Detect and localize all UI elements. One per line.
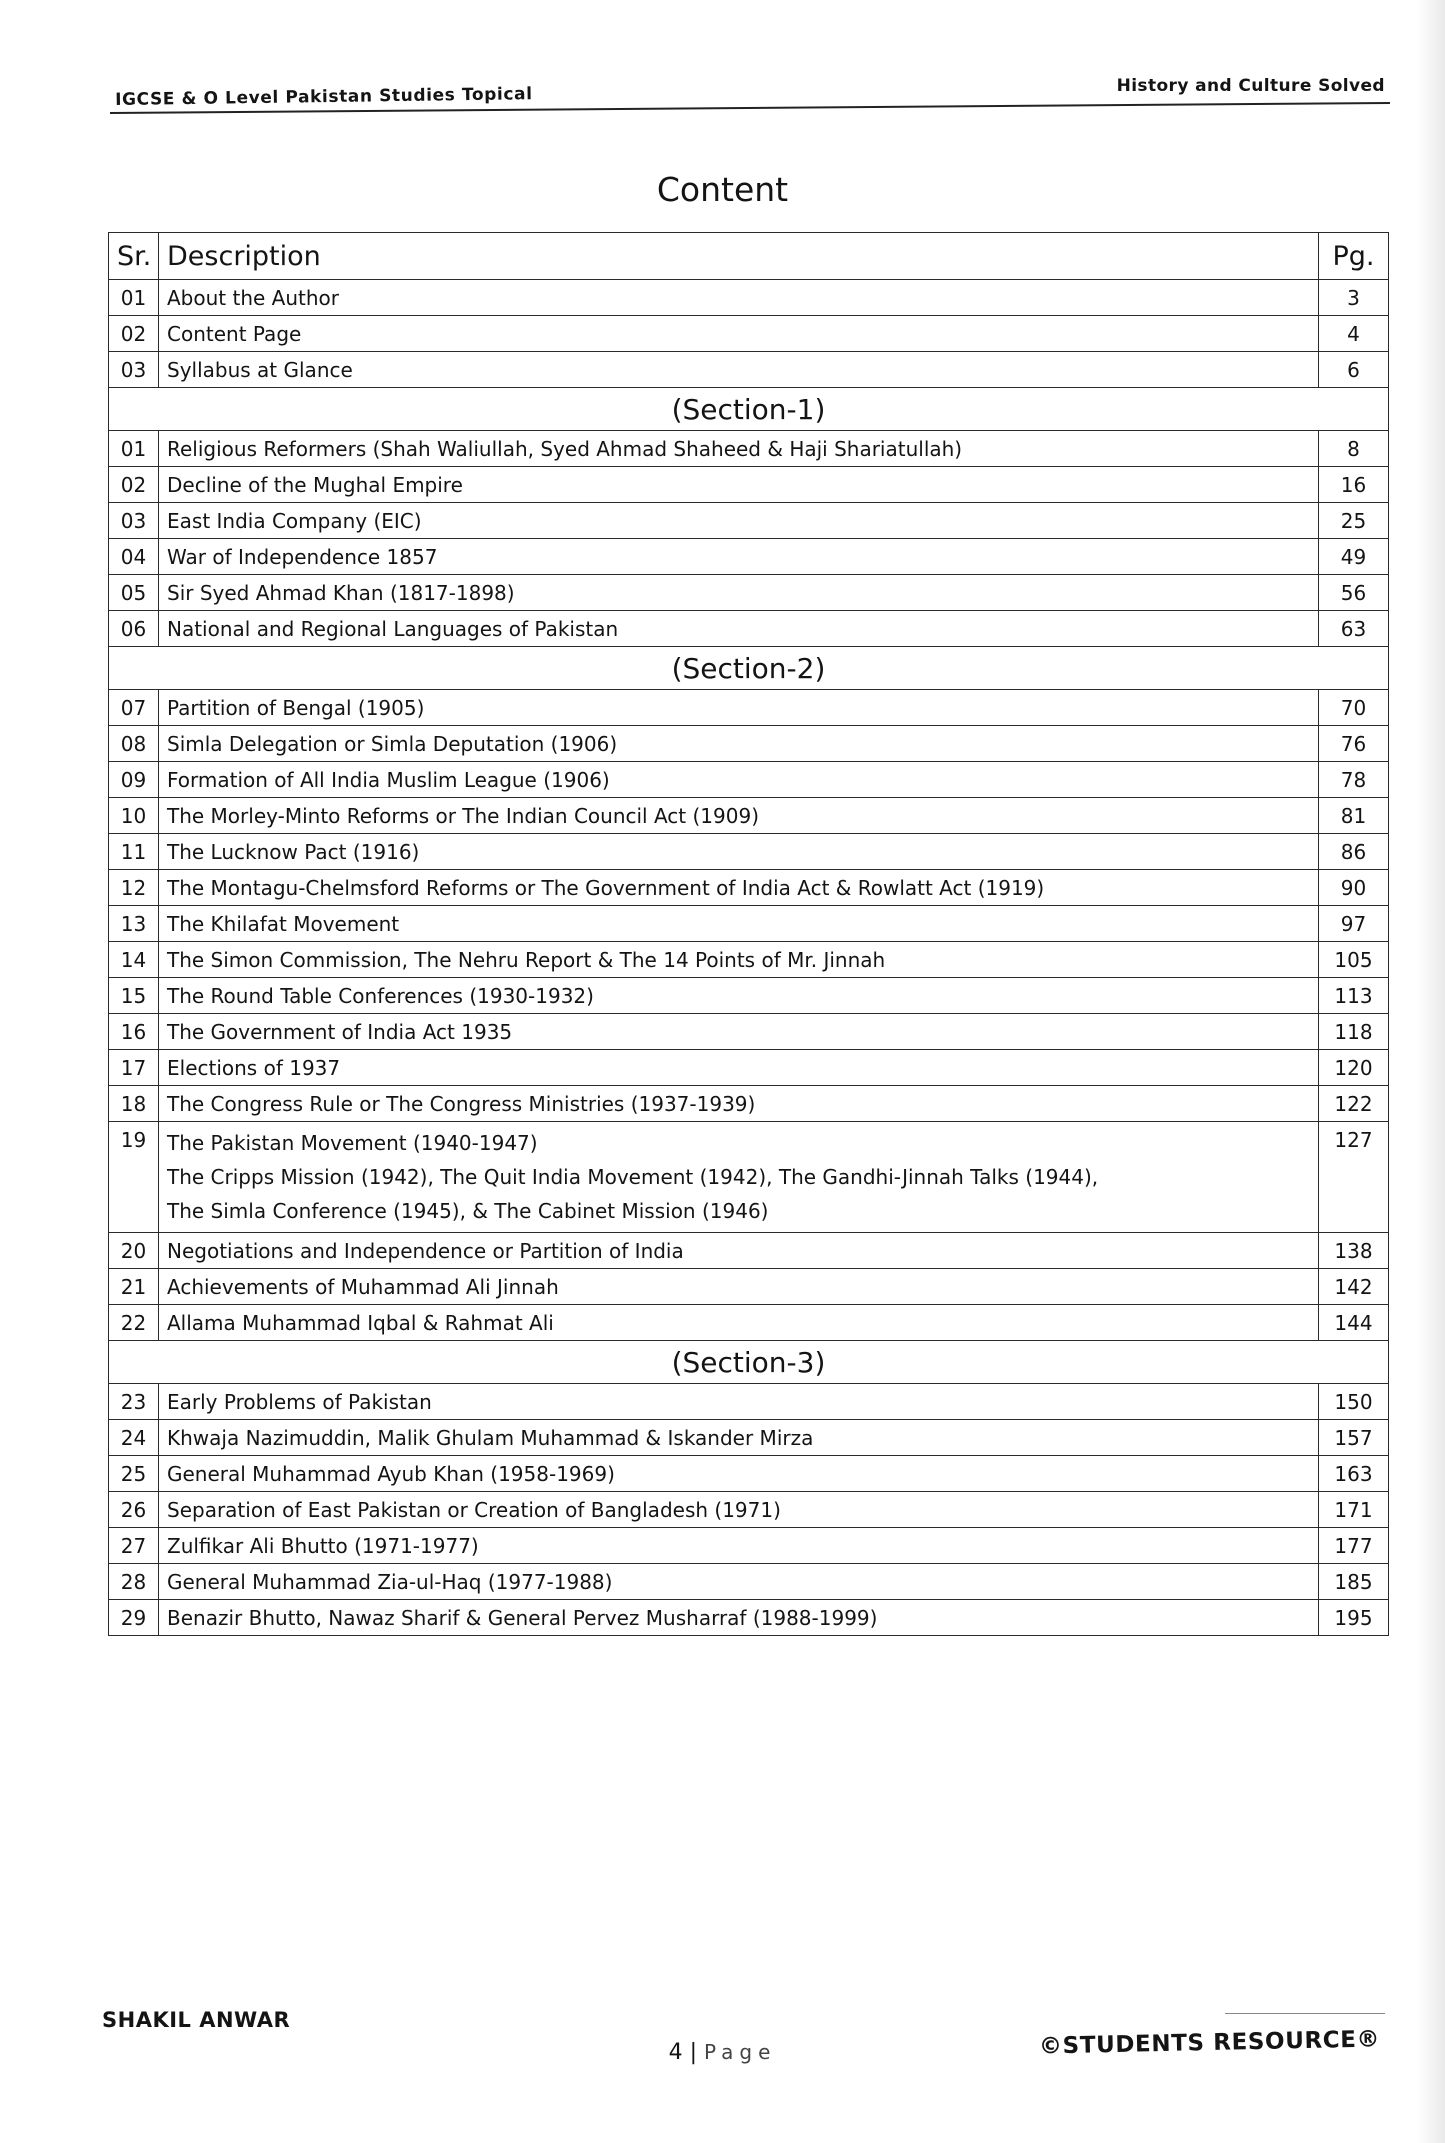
table-row — [109, 539, 1389, 575]
row-sr: 19 — [109, 1122, 159, 1233]
section-heading-row — [109, 1341, 1389, 1384]
contents-table — [108, 232, 1389, 1636]
row-description: The Montagu-Chelmsford Reforms or The Government of India Act & Rowlatt Act (1919) — [159, 870, 1319, 906]
row-description: Allama Muhammad Iqbal & Rahmat Ali — [159, 1305, 1319, 1341]
row-sr: 04 — [109, 539, 159, 575]
table-row — [109, 1384, 1389, 1420]
row-sr: 12 — [109, 870, 159, 906]
row-description: Elections of 1937 — [159, 1050, 1319, 1086]
section-title: (Section-2) — [109, 647, 1389, 690]
table-row — [109, 1528, 1389, 1564]
row-page: 163 — [1319, 1456, 1389, 1492]
table-row — [109, 978, 1389, 1014]
row-description: The Congress Rule or The Congress Ministries (1937-1939) — [159, 1086, 1319, 1122]
row-page: 127 — [1319, 1122, 1389, 1233]
row-page: 105 — [1319, 942, 1389, 978]
row-page: 118 — [1319, 1014, 1389, 1050]
row-sr: 29 — [109, 1600, 159, 1636]
row-sr: 28 — [109, 1564, 159, 1600]
table-row — [109, 431, 1389, 467]
row-description: East India Company (EIC) — [159, 503, 1319, 539]
row-page: 90 — [1319, 870, 1389, 906]
table-row — [109, 798, 1389, 834]
row-page: 97 — [1319, 906, 1389, 942]
row-sr: 18 — [109, 1086, 159, 1122]
section-heading-row — [109, 388, 1389, 431]
row-sr: 13 — [109, 906, 159, 942]
scan-edge-shadow — [1417, 0, 1445, 2143]
table-row — [109, 503, 1389, 539]
row-page: 25 — [1319, 503, 1389, 539]
row-sr: 03 — [109, 352, 159, 388]
row-page: 16 — [1319, 467, 1389, 503]
row-page: 138 — [1319, 1233, 1389, 1269]
row-description: The Khilafat Movement — [159, 906, 1319, 942]
row-description: General Muhammad Zia-ul-Haq (1977-1988) — [159, 1564, 1319, 1600]
row-description: The Lucknow Pact (1916) — [159, 834, 1319, 870]
row-page: 185 — [1319, 1564, 1389, 1600]
row-sr: 08 — [109, 726, 159, 762]
table-row — [109, 316, 1389, 352]
row-description: Khwaja Nazimuddin, Malik Ghulam Muhammad & Iskander Mirza — [159, 1420, 1319, 1456]
row-page: 122 — [1319, 1086, 1389, 1122]
table-row — [109, 1600, 1389, 1636]
row-page: 113 — [1319, 978, 1389, 1014]
row-page: 81 — [1319, 798, 1389, 834]
table-row — [109, 906, 1389, 942]
table-row — [109, 1492, 1389, 1528]
row-sr: 03 — [109, 503, 159, 539]
row-description: Syllabus at Glance — [159, 352, 1319, 388]
row-sr: 05 — [109, 575, 159, 611]
row-description: The Government of India Act 1935 — [159, 1014, 1319, 1050]
row-description: About the Author — [159, 280, 1319, 316]
table-row — [109, 1420, 1389, 1456]
table-row — [109, 834, 1389, 870]
row-description: Religious Reformers (Shah Waliullah, Syed Ahmad Shaheed & Haji Shariatullah) — [159, 431, 1319, 467]
contents-table-body — [109, 280, 1389, 1636]
row-description-line: The Cripps Mission (1942), The Quit India Movement (1942), The Gandhi-Jinnah Talks (1944), — [167, 1165, 1099, 1189]
row-sr: 02 — [109, 467, 159, 503]
table-row — [109, 1305, 1389, 1341]
row-description: Negotiations and Independence or Partition of India — [159, 1233, 1319, 1269]
page-word: Page — [704, 2040, 777, 2064]
table-row — [109, 726, 1389, 762]
row-page: 177 — [1319, 1528, 1389, 1564]
row-sr: 26 — [109, 1492, 159, 1528]
section-title: (Section-1) — [109, 388, 1389, 431]
row-page: 63 — [1319, 611, 1389, 647]
row-description: Partition of Bengal (1905) — [159, 690, 1319, 726]
row-page: 142 — [1319, 1269, 1389, 1305]
row-page: 86 — [1319, 834, 1389, 870]
table-header-row — [109, 233, 1389, 280]
table-row — [109, 1269, 1389, 1305]
row-description: The Simon Commission, The Nehru Report & The 14 Points of Mr. Jinnah — [159, 942, 1319, 978]
row-description: Content Page — [159, 316, 1319, 352]
row-sr: 22 — [109, 1305, 159, 1341]
row-sr: 17 — [109, 1050, 159, 1086]
table-row — [109, 1233, 1389, 1269]
section-title: (Section-3) — [109, 1341, 1389, 1384]
row-sr: 14 — [109, 942, 159, 978]
row-page: 195 — [1319, 1600, 1389, 1636]
row-sr: 24 — [109, 1420, 159, 1456]
row-description: Benazir Bhutto, Nawaz Sharif & General Pervez Musharraf (1988-1999) — [159, 1600, 1319, 1636]
row-sr: 20 — [109, 1233, 159, 1269]
row-page: 8 — [1319, 431, 1389, 467]
page-title: Content — [656, 170, 789, 209]
row-page: 120 — [1319, 1050, 1389, 1086]
table-row — [109, 762, 1389, 798]
row-description: Achievements of Muhammad Ali Jinnah — [159, 1269, 1319, 1305]
row-page: 171 — [1319, 1492, 1389, 1528]
row-description: Formation of All India Muslim League (1906) — [159, 762, 1319, 798]
table-row — [109, 942, 1389, 978]
row-description: The Round Table Conferences (1930-1932) — [159, 978, 1319, 1014]
row-sr: 06 — [109, 611, 159, 647]
footer-rule — [1225, 2013, 1385, 2014]
row-page: 4 — [1319, 316, 1389, 352]
row-sr: 23 — [109, 1384, 159, 1420]
row-sr: 02 — [109, 316, 159, 352]
table-row — [109, 870, 1389, 906]
row-sr: 27 — [109, 1528, 159, 1564]
table-row — [109, 575, 1389, 611]
row-page: 78 — [1319, 762, 1389, 798]
table-row — [109, 690, 1389, 726]
row-page: 76 — [1319, 726, 1389, 762]
running-header-left: IGCSE & O Level Pakistan Studies Topical — [115, 84, 533, 110]
row-description-line: The Pakistan Movement (1940-1947) — [167, 1131, 538, 1155]
row-sr: 09 — [109, 762, 159, 798]
column-header-pg: Pg. — [1319, 233, 1389, 280]
row-page: 6 — [1319, 352, 1389, 388]
author-name: SHAKIL ANWAR — [102, 2008, 291, 2032]
running-header-right: History and Culture Solved — [1116, 76, 1385, 96]
column-header-description: Description — [159, 233, 1319, 280]
row-description: Decline of the Mughal Empire — [159, 467, 1319, 503]
row-description: Separation of East Pakistan or Creation of Bangladesh (1971) — [159, 1492, 1319, 1528]
row-description: The Morley-Minto Reforms or The Indian Council Act (1909) — [159, 798, 1319, 834]
row-description: National and Regional Languages of Pakistan — [159, 611, 1319, 647]
row-page: 49 — [1319, 539, 1389, 575]
row-page: 3 — [1319, 280, 1389, 316]
row-description: Sir Syed Ahmad Khan (1817-1898) — [159, 575, 1319, 611]
table-row — [109, 1564, 1389, 1600]
row-sr: 11 — [109, 834, 159, 870]
row-page: 150 — [1319, 1384, 1389, 1420]
row-description-line: The Simla Conference (1945), & The Cabinet Mission (1946) — [167, 1199, 769, 1223]
row-sr: 16 — [109, 1014, 159, 1050]
table-row — [109, 1086, 1389, 1122]
row-sr: 25 — [109, 1456, 159, 1492]
table-row — [109, 611, 1389, 647]
row-description — [159, 1122, 1319, 1233]
row-sr: 10 — [109, 798, 159, 834]
row-description: General Muhammad Ayub Khan (1958-1969) — [159, 1456, 1319, 1492]
row-page: 157 — [1319, 1420, 1389, 1456]
row-page: 144 — [1319, 1305, 1389, 1341]
row-description: War of Independence 1857 — [159, 539, 1319, 575]
page-number-value: 4 — [668, 2040, 683, 2065]
table-row — [109, 467, 1389, 503]
table-row — [109, 1014, 1389, 1050]
row-description: Simla Delegation or Simla Deputation (1906) — [159, 726, 1319, 762]
table-row — [109, 280, 1389, 316]
row-description: Zulfikar Ali Bhutto (1971-1977) — [159, 1528, 1319, 1564]
column-header-sr: Sr. — [109, 233, 159, 280]
row-sr: 07 — [109, 690, 159, 726]
row-sr: 15 — [109, 978, 159, 1014]
section-heading-row — [109, 647, 1389, 690]
table-row — [109, 352, 1389, 388]
table-row — [109, 1456, 1389, 1492]
row-page: 56 — [1319, 575, 1389, 611]
row-sr: 21 — [109, 1269, 159, 1305]
publisher-mark: ©STUDENTS RESOURCE® — [1038, 2026, 1381, 2060]
page-number-separator: | — [689, 2040, 697, 2065]
table-row — [109, 1122, 1389, 1233]
row-description: Early Problems of Pakistan — [159, 1384, 1319, 1420]
row-page: 70 — [1319, 690, 1389, 726]
row-sr: 01 — [109, 431, 159, 467]
table-row — [109, 1050, 1389, 1086]
row-sr: 01 — [109, 280, 159, 316]
